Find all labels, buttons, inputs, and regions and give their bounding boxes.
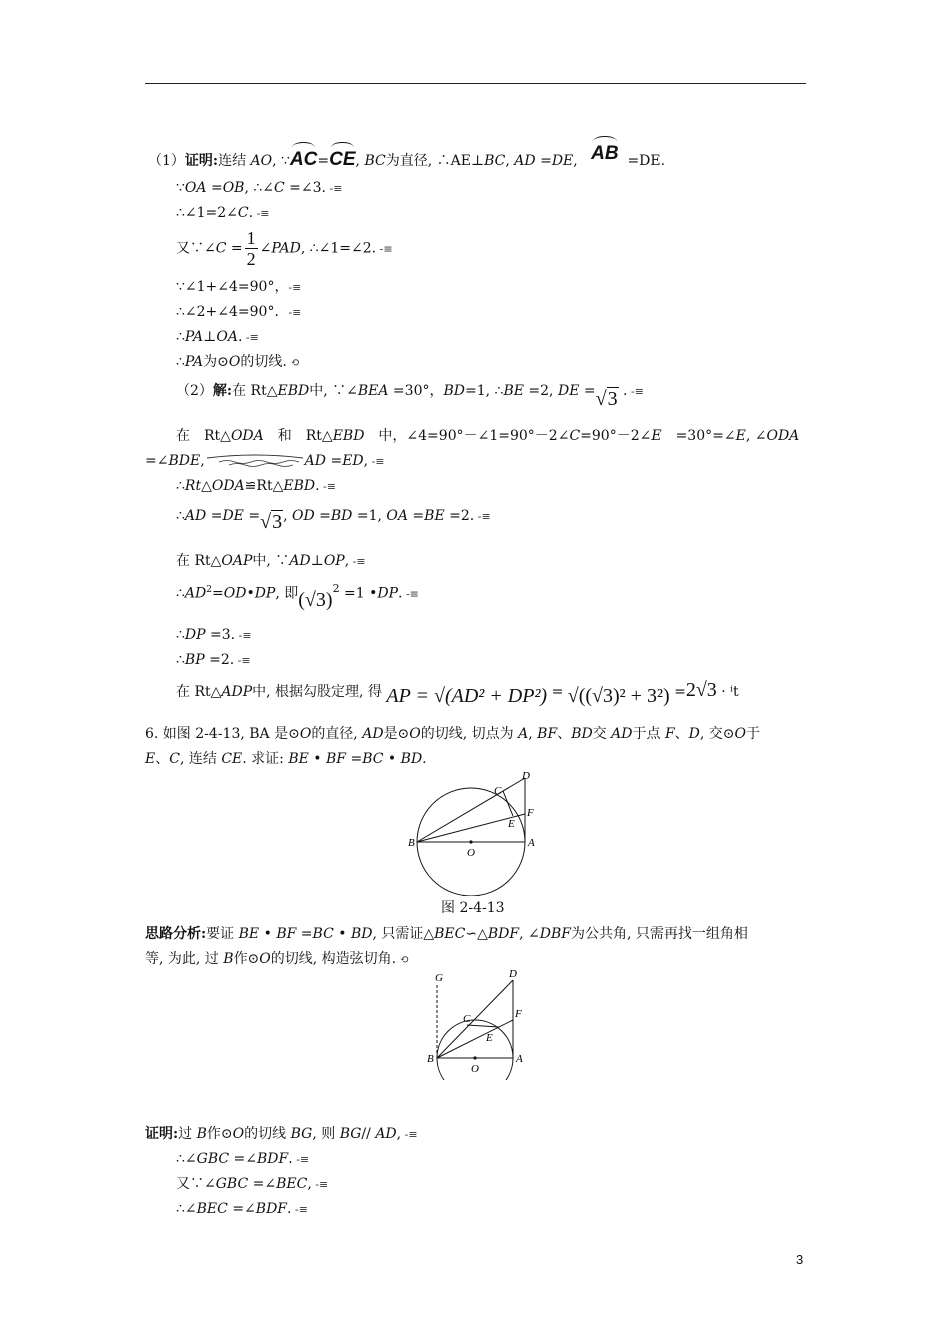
sqrt-3: √3: [260, 511, 283, 533]
analysis-line1: 思路分析:要证 BE • BF =BC • BD, 只需证△BEC∽△BDF, ∠DBF为公共角, 只需再找一组角相: [145, 926, 748, 942]
p1-line3: ∴∠1=2∠C. -≡: [176, 205, 270, 221]
p2-line2: 在 Rt△ODA 和 Rt△EBD 中，∠4=90°－∠1=90°－2∠C=90°－2∠E =30°=∠E, ∠ODA: [176, 428, 800, 444]
formula-root: √((√3)² + 3²): [567, 685, 670, 707]
p1-line6: ∴∠2+∠4=90°．-≡: [176, 304, 302, 320]
formula-result: 2√3: [685, 679, 717, 701]
header-rule: [145, 83, 806, 84]
label-C: C: [494, 785, 502, 797]
p2-line4: ∴Rt△ODA≌Rt△EBD. -≡: [176, 478, 336, 494]
label-E: E: [486, 1032, 493, 1044]
label-D: D: [509, 968, 517, 980]
proof-line1: 证明:过 B作⊙O的切线 BG, 则 BG// AD, -≡: [145, 1126, 418, 1142]
arc-ac: AC: [289, 149, 318, 170]
p1-line1: （1）证明:连结 AO, ∵AC=CE, BC为直径, ∴AE⊥BC, AD =DE, AB =DE.: [148, 143, 666, 170]
arc-ab: AB: [591, 143, 619, 164]
formula-ap: AP = √(AD² + DP²): [386, 685, 548, 707]
p2-line1: （2）解:在 Rt△EBD中, ∵∠BEA =30°，BD=1, ∴BE =2, DE =√3 . -≡: [176, 383, 644, 410]
p2-line6: 在 Rt△OAP中, ∵AD⊥OP, -≡: [176, 553, 366, 569]
label-F: F: [527, 807, 534, 819]
label-B: B: [408, 837, 415, 849]
p2-line5: ∴AD =DE =√3, OD =BD =1, OA =BE =2. -≡: [176, 508, 491, 533]
q6-line2: E、C, 连结 CE. 求证: BE • BF =BC • BD.: [145, 751, 427, 767]
label-G: G: [435, 972, 443, 984]
proof-line2: ∴∠GBC =∠BDF. -≡: [176, 1151, 310, 1167]
p1-line5: ∵∠1+∠4=90°，-≡: [176, 279, 302, 295]
proof-line4: ∴∠BEC =∠BDF. -≡: [176, 1201, 308, 1217]
figure-tangent-construction: [425, 965, 530, 1080]
label-A: A: [516, 1053, 523, 1065]
p2-line8: ∴DP =3. -≡: [176, 627, 252, 643]
arc-ce: CE: [329, 149, 356, 170]
p2-line7: $\therefore AD^2=OD•DP$, 即$(√3)^2 =1$ •DP. -≡: [176, 582, 419, 611]
p1-line7: ∴PA⊥OA. -≡: [176, 329, 259, 345]
figure-caption: 图 2-4-13: [441, 900, 505, 916]
p1-line4: 又∵∠C = $\frac{1}{2}$ ∠PAD, ∴∠1=∠2. -≡: [176, 228, 393, 269]
label-A: A: [528, 837, 535, 849]
analysis-line2: 等, 为此, 过 B作⊙O的切线, 构造弦切角. ⟲: [145, 951, 409, 967]
proof-line3: 又∵∠GBC =∠BEC, -≡: [176, 1176, 329, 1192]
p2-line9: ∴BP =2. -≡: [176, 652, 251, 668]
p2-line3: =∠BDE, AD =ED, -≡: [145, 453, 385, 469]
p1-line8: ∴PA为⊙O的切线. ⟲: [176, 354, 300, 370]
sqrt-3: √3: [595, 388, 618, 410]
label-O: O: [471, 1063, 479, 1075]
p1-line2: ∵OA =OB, ∴∠C =∠3. -≡: [176, 180, 343, 196]
figure-2-4-13: [405, 766, 550, 896]
fraction-half: $\frac{1}{2}$: [246, 228, 256, 269]
label-B: B: [427, 1053, 434, 1065]
label-O: O: [467, 847, 475, 859]
q6-line1: 6. 如图 2-4-13, BA 是⊙O的直径, AD是⊙O的切线, 切点为 A, BF、BD交 AD于点 F、D, 交⊙O于: [145, 726, 761, 742]
wavy-underline-mark: [205, 454, 305, 468]
page-number: 3: [796, 1252, 804, 1267]
label-F: F: [515, 1008, 522, 1020]
label-D: D: [522, 770, 530, 782]
label-E: E: [508, 818, 515, 830]
p2-line10: 在 Rt△ADP中, 根据勾股定理, 得 AP = √(AD² + DP²) = √((√3)² + 3²) =2√3 · ⁱt: [176, 679, 739, 707]
label-C: C: [463, 1013, 471, 1025]
